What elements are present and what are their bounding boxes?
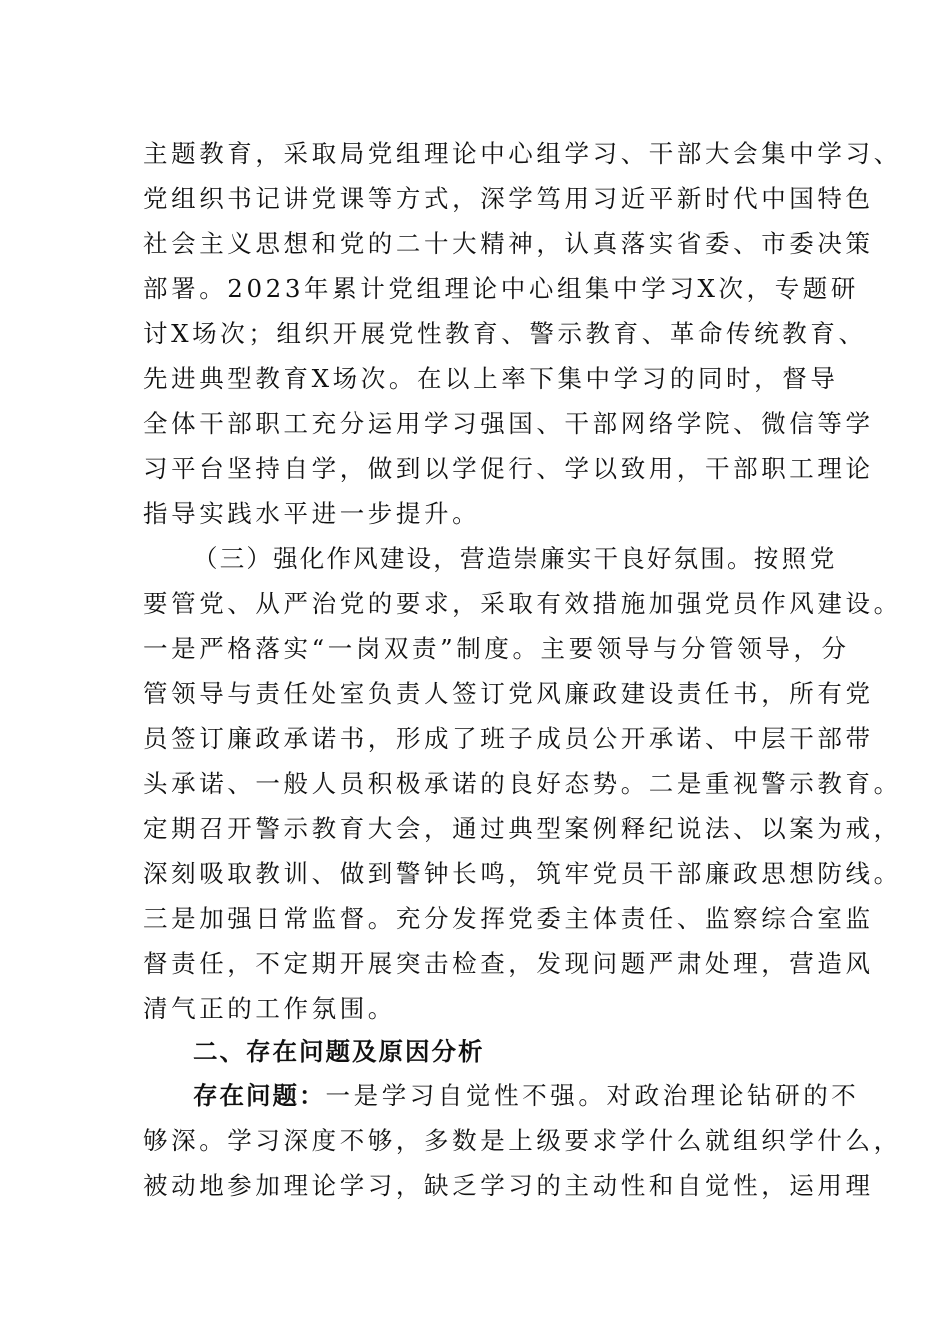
paragraph-line: 全体干部职工充分运用学习强国、干部网络学院、微信等学 — [143, 409, 874, 438]
paragraph-line: 先进典型教育X场次。在以上率下集中学习的同时，督导 — [143, 364, 839, 393]
paragraph-line: 部署。2023年累计党组理论中心组集中学习X次，专题研 — [143, 274, 859, 303]
paragraph-line: 三是加强日常监督。充分发挥党委主体责任、监察综合室监 — [143, 904, 874, 933]
problems-label: 存在问题： — [193, 1081, 326, 1110]
paragraph-line: 党组织书记讲党课等方式，深学笃用习近平新时代中国特色 — [143, 184, 874, 213]
paragraph-line: 员签订廉政承诺书，形成了班子成员公开承诺、中层干部带 — [143, 724, 874, 753]
paragraph-line: 被动地参加理论学习，缺乏学习的主动性和自觉性，运用理 — [143, 1171, 874, 1200]
paragraph-line: 定期召开警示教育大会，通过典型案例释纪说法、以案为戒， — [143, 814, 902, 843]
paragraph-line: 一是严格落实“一岗双责”制度。主要领导与分管领导，分 — [143, 634, 850, 663]
problems-first-line — [193, 1074, 860, 1118]
paragraph-line: 讨X场次；组织开展党性教育、警示教育、革命传统教育、 — [143, 319, 867, 348]
section-two-heading: 二、存在问题及原因分析 — [193, 1037, 485, 1066]
paragraph-line: 社会主义思想和党的二十大精神，认真落实省委、市委决策 — [143, 229, 874, 258]
paragraph-line: 指导实践水平进一步提升。 — [143, 499, 481, 528]
problems-first-line-rest: 一是学习自觉性不强。对政治理论钻研的不 — [325, 1081, 860, 1110]
section-3-first-line-rest: 按照党 — [753, 544, 839, 573]
paragraph-line: 头承诺、一般人员积极承诺的良好态势。二是重视警示教育。 — [143, 769, 902, 798]
paragraph-line: 习平台坚持自学，做到以学促行、学以致用，干部职工理论 — [143, 454, 874, 483]
paragraph-line: 督责任，不定期开展突击检查，发现问题严肃处理，营造风 — [143, 949, 874, 978]
section-3-first-line — [193, 537, 839, 581]
section-3-heading: （三）强化作风建设，营造崇廉实干良好氛围。 — [193, 544, 754, 573]
paragraph-line: 要管党、从严治党的要求，采取有效措施加强党员作风建设。 — [143, 589, 902, 618]
paragraph-line: 主题教育，采取局党组理论中心组学习、干部大会集中学习、 — [143, 139, 902, 168]
paragraph-line: 管领导与责任处室负责人签订党风廉政建设责任书，所有党 — [143, 679, 874, 708]
paragraph-line: 清气正的工作氛围。 — [143, 994, 396, 1023]
paragraph-line: 够深。学习深度不够，多数是上级要求学什么就组织学什么， — [143, 1126, 902, 1155]
paragraph-line: 深刻吸取教训、做到警钟长鸣，筑牢党员干部廉政思想防线。 — [143, 859, 902, 888]
